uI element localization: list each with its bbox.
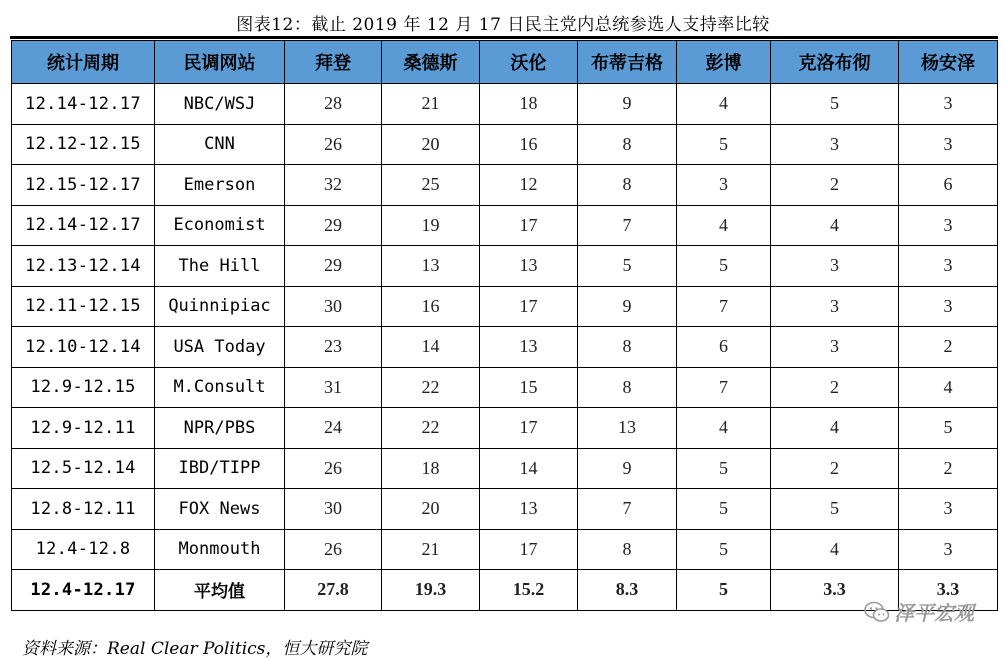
- support-cell: 30: [285, 286, 382, 327]
- table-row: [12, 165, 998, 206]
- support-cell: 21: [382, 529, 480, 570]
- pollster-cell: The Hill: [155, 246, 285, 287]
- period-cell: 12.14-12.17: [12, 84, 155, 125]
- support-cell: 4: [771, 408, 899, 449]
- support-cell: 27.8: [285, 570, 382, 611]
- period-cell: 12.4-12.17: [12, 570, 155, 611]
- pollster-cell: NBC/WSJ: [155, 84, 285, 125]
- support-cell: 3.3: [899, 570, 998, 611]
- pollster-cell: FOX News: [155, 489, 285, 530]
- support-cell: 22: [382, 408, 480, 449]
- support-cell: 5: [677, 124, 771, 165]
- support-cell: 5: [578, 246, 677, 287]
- support-cell: 3: [771, 124, 899, 165]
- support-cell: 2: [771, 448, 899, 489]
- support-cell: 26: [285, 448, 382, 489]
- support-cell: 5: [899, 408, 998, 449]
- support-cell: 18: [480, 84, 578, 125]
- pollster-cell: USA Today: [155, 327, 285, 368]
- support-cell: 6: [677, 327, 771, 368]
- period-cell: 12.10-12.14: [12, 327, 155, 368]
- support-cell: 13: [480, 327, 578, 368]
- pollster-cell: Monmouth: [155, 529, 285, 570]
- period-cell: 12.9-12.15: [12, 367, 155, 408]
- support-cell: 16: [480, 124, 578, 165]
- pollster-cell: CNN: [155, 124, 285, 165]
- period-cell: 12.8-12.11: [12, 489, 155, 530]
- period-cell: 12.12-12.15: [12, 124, 155, 165]
- support-cell: 3: [899, 124, 998, 165]
- support-cell: 6: [899, 165, 998, 206]
- support-cell: 7: [578, 205, 677, 246]
- support-cell: 8: [578, 529, 677, 570]
- table-title: 图表12：截止 2019 年 12 月 17 日民主党内总统参选人支持率比较: [236, 15, 770, 35]
- period-cell: 12.14-12.17: [12, 205, 155, 246]
- column-header: 统计周期: [12, 41, 155, 84]
- support-cell: 3: [677, 165, 771, 206]
- support-cell: 28: [285, 84, 382, 125]
- watermark: [864, 597, 974, 628]
- support-cell: 4: [677, 205, 771, 246]
- poll-table: [11, 40, 998, 611]
- support-cell: 15: [480, 367, 578, 408]
- support-cell: 4: [771, 205, 899, 246]
- table-row: [12, 124, 998, 165]
- top-rule: [10, 36, 998, 39]
- support-cell: 5: [677, 529, 771, 570]
- column-header: 布蒂吉格: [578, 41, 677, 84]
- support-cell: 2: [899, 327, 998, 368]
- support-cell: 31: [285, 367, 382, 408]
- period-cell: 12.9-12.11: [12, 408, 155, 449]
- support-cell: 3: [899, 529, 998, 570]
- table-body: [12, 84, 998, 611]
- period-cell: 12.5-12.14: [12, 448, 155, 489]
- table-row: [12, 367, 998, 408]
- support-cell: 7: [677, 367, 771, 408]
- support-cell: 26: [285, 529, 382, 570]
- column-header: 拜登: [285, 41, 382, 84]
- support-cell: 22: [382, 367, 480, 408]
- column-header: 民调网站: [155, 41, 285, 84]
- period-cell: 12.15-12.17: [12, 165, 155, 206]
- pollster-cell: Emerson: [155, 165, 285, 206]
- support-cell: 15.2: [480, 570, 578, 611]
- support-cell: 8.3: [578, 570, 677, 611]
- support-cell: 2: [771, 367, 899, 408]
- support-cell: 9: [578, 286, 677, 327]
- support-cell: 5: [677, 448, 771, 489]
- table-row: [12, 408, 998, 449]
- support-cell: 25: [382, 165, 480, 206]
- watermark-text: 泽平宏观: [894, 601, 974, 625]
- support-cell: 5: [771, 84, 899, 125]
- support-cell: 5: [677, 489, 771, 530]
- support-cell: 23: [285, 327, 382, 368]
- source-note: 资料来源：Real Clear Politics，恒大研究院: [22, 639, 368, 659]
- support-cell: 29: [285, 246, 382, 287]
- support-cell: 14: [382, 327, 480, 368]
- support-cell: 13: [382, 246, 480, 287]
- support-cell: 21: [382, 84, 480, 125]
- period-cell: 12.4-12.8: [12, 529, 155, 570]
- support-cell: 32: [285, 165, 382, 206]
- support-cell: 20: [382, 124, 480, 165]
- period-cell: 12.13-12.14: [12, 246, 155, 287]
- support-cell: 4: [899, 367, 998, 408]
- table-row: [12, 327, 998, 368]
- support-cell: 4: [771, 529, 899, 570]
- support-cell: 8: [578, 124, 677, 165]
- support-cell: 13: [578, 408, 677, 449]
- table-row: [12, 286, 998, 327]
- support-cell: 17: [480, 529, 578, 570]
- period-cell: 12.11-12.15: [12, 286, 155, 327]
- support-cell: 3: [899, 489, 998, 530]
- support-cell: 3.3: [771, 570, 899, 611]
- pollster-cell: Quinnipiac: [155, 286, 285, 327]
- pollster-cell: IBD/TIPP: [155, 448, 285, 489]
- pollster-cell: Economist: [155, 205, 285, 246]
- support-cell: 19: [382, 205, 480, 246]
- support-cell: 8: [578, 327, 677, 368]
- column-header: 桑德斯: [382, 41, 480, 84]
- support-cell: 9: [578, 448, 677, 489]
- support-cell: 17: [480, 408, 578, 449]
- support-cell: 4: [677, 84, 771, 125]
- table-row: [12, 84, 998, 125]
- support-cell: 20: [382, 489, 480, 530]
- table-row: [12, 448, 998, 489]
- support-cell: 3: [771, 246, 899, 287]
- support-cell: 13: [480, 489, 578, 530]
- header-row: [12, 41, 998, 84]
- support-cell: 2: [771, 165, 899, 206]
- support-cell: 4: [677, 408, 771, 449]
- pollster-cell: NPR/PBS: [155, 408, 285, 449]
- support-cell: 3: [899, 246, 998, 287]
- support-cell: 12: [480, 165, 578, 206]
- column-header: 克洛布彻: [771, 41, 899, 84]
- support-cell: 7: [677, 286, 771, 327]
- support-cell: 3: [899, 286, 998, 327]
- support-cell: 5: [677, 246, 771, 287]
- support-cell: 16: [382, 286, 480, 327]
- support-cell: 29: [285, 205, 382, 246]
- wechat-icon: [864, 601, 890, 628]
- column-header: 沃伦: [480, 41, 578, 84]
- table-row: [12, 489, 998, 530]
- support-cell: 18: [382, 448, 480, 489]
- column-header: 彭博: [677, 41, 771, 84]
- support-cell: 5: [771, 489, 899, 530]
- column-header: 杨安泽: [899, 41, 998, 84]
- pollster-cell: 平均值: [155, 570, 285, 611]
- support-cell: 14: [480, 448, 578, 489]
- support-cell: 3: [899, 205, 998, 246]
- support-cell: 3: [771, 327, 899, 368]
- support-cell: 13: [480, 246, 578, 287]
- support-cell: 3: [771, 286, 899, 327]
- table-row: [12, 246, 998, 287]
- support-cell: 24: [285, 408, 382, 449]
- support-cell: 9: [578, 84, 677, 125]
- support-cell: 3: [899, 84, 998, 125]
- support-cell: 26: [285, 124, 382, 165]
- support-cell: 8: [578, 367, 677, 408]
- support-cell: 19.3: [382, 570, 480, 611]
- support-cell: 5: [677, 570, 771, 611]
- average-row: [12, 570, 998, 611]
- pollster-cell: M.Consult: [155, 367, 285, 408]
- support-cell: 2: [899, 448, 998, 489]
- support-cell: 17: [480, 205, 578, 246]
- table-row: [12, 205, 998, 246]
- table-row: [12, 529, 998, 570]
- support-cell: 17: [480, 286, 578, 327]
- support-cell: 7: [578, 489, 677, 530]
- support-cell: 8: [578, 165, 677, 206]
- support-cell: 30: [285, 489, 382, 530]
